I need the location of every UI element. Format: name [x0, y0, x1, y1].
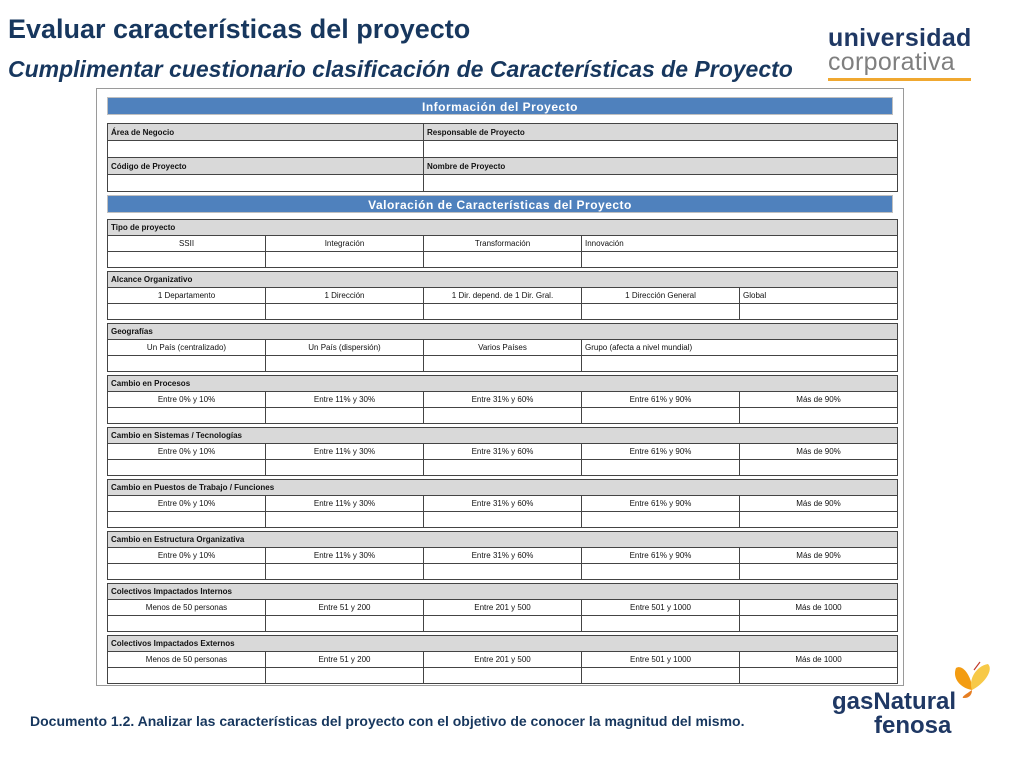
- option-label: Entre 0% y 10%: [108, 444, 266, 460]
- option-label: Entre 51 y 200: [266, 600, 424, 616]
- section-title: Tipo de proyecto: [108, 220, 898, 236]
- logo-gas: gas: [832, 688, 874, 715]
- option-label: Entre 61% y 90%: [582, 548, 740, 564]
- option-label: Entre 0% y 10%: [108, 392, 266, 408]
- option-label: Entre 61% y 90%: [582, 392, 740, 408]
- option-input[interactable]: [582, 356, 898, 372]
- section-table: [107, 583, 898, 632]
- option-input[interactable]: [108, 616, 266, 632]
- option-input[interactable]: [582, 564, 740, 580]
- option-label: Entre 0% y 10%: [108, 496, 266, 512]
- option-label: 1 Dir. depend. de 1 Dir. Gral.: [424, 288, 582, 304]
- option-input[interactable]: [582, 512, 740, 528]
- option-label: 1 Dirección: [266, 288, 424, 304]
- option-label: Entre 61% y 90%: [582, 444, 740, 460]
- option-input[interactable]: [582, 616, 740, 632]
- section-table: [107, 271, 898, 320]
- option-input[interactable]: [108, 356, 266, 372]
- option-label: Entre 0% y 10%: [108, 548, 266, 564]
- option-label: Entre 201 y 500: [424, 652, 582, 668]
- section-table: [107, 427, 898, 476]
- option-input[interactable]: [582, 460, 740, 476]
- option-label: Entre 11% y 30%: [266, 496, 424, 512]
- option-input[interactable]: [108, 304, 266, 320]
- valoracion-banner: Valoración de Características del Proyecto: [107, 195, 893, 213]
- option-label: Integración: [266, 236, 424, 252]
- area-negocio-field[interactable]: [108, 141, 424, 158]
- option-input[interactable]: [424, 564, 582, 580]
- gas-natural-fenosa-logo: [832, 688, 957, 739]
- option-label: Entre 11% y 30%: [266, 392, 424, 408]
- option-input[interactable]: [582, 668, 740, 684]
- option-input[interactable]: [582, 408, 740, 424]
- option-label: Entre 31% y 60%: [424, 392, 582, 408]
- logo-fenosa: fenosa: [874, 712, 952, 739]
- codigo-proyecto-field[interactable]: [108, 175, 424, 192]
- nombre-proyecto-field[interactable]: [424, 175, 898, 192]
- option-input[interactable]: [266, 408, 424, 424]
- nombre-proyecto-label: Nombre de Proyecto: [424, 158, 898, 175]
- option-input[interactable]: [424, 304, 582, 320]
- universidad-corporativa-logo: [828, 26, 978, 81]
- page-subtitle: Cumplimentar cuestionario clasificación de Características de Proyecto: [8, 56, 793, 82]
- section-table: [107, 375, 898, 424]
- option-input[interactable]: [108, 564, 266, 580]
- option-label: Más de 90%: [740, 496, 898, 512]
- option-input[interactable]: [424, 616, 582, 632]
- section-title: Geografías: [108, 324, 898, 340]
- section-title: Cambio en Procesos: [108, 376, 898, 392]
- option-input[interactable]: [108, 252, 266, 268]
- option-input[interactable]: [266, 564, 424, 580]
- option-label: Entre 31% y 60%: [424, 548, 582, 564]
- option-label: Entre 11% y 30%: [266, 444, 424, 460]
- option-label: Entre 501 y 1000: [582, 652, 740, 668]
- option-label: Entre 201 y 500: [424, 600, 582, 616]
- option-label: Más de 1000: [740, 652, 898, 668]
- section-table: [107, 479, 898, 528]
- option-input[interactable]: [266, 304, 424, 320]
- section-title: Cambio en Puestos de Trabajo / Funciones: [108, 480, 898, 496]
- option-label: Más de 90%: [740, 444, 898, 460]
- section-table: [107, 635, 898, 684]
- page-title: Evaluar características del proyecto: [8, 14, 471, 44]
- option-label: Más de 1000: [740, 600, 898, 616]
- option-label: Grupo (afecta a nivel mundial): [582, 340, 898, 356]
- info-banner: Información del Proyecto: [107, 97, 893, 115]
- project-form: [96, 88, 904, 686]
- responsable-field[interactable]: [424, 141, 898, 158]
- option-label: 1 Departamento: [108, 288, 266, 304]
- responsable-label: Responsable de Proyecto: [424, 124, 898, 141]
- option-input[interactable]: [582, 304, 740, 320]
- option-input[interactable]: [266, 460, 424, 476]
- section-title: Colectivos Impactados Internos: [108, 584, 898, 600]
- option-input[interactable]: [740, 564, 898, 580]
- option-input[interactable]: [108, 460, 266, 476]
- section-table: [107, 219, 898, 268]
- section-title: Cambio en Sistemas / Tecnologías: [108, 428, 898, 444]
- logo-line-corporativa: corporativa: [828, 48, 955, 76]
- option-input[interactable]: [266, 512, 424, 528]
- option-label: SSII: [108, 236, 266, 252]
- option-input[interactable]: [424, 252, 582, 268]
- option-label: Global: [740, 288, 898, 304]
- option-input[interactable]: [266, 252, 424, 268]
- option-input[interactable]: [740, 616, 898, 632]
- option-input[interactable]: [108, 668, 266, 684]
- option-label: Menos de 50 personas: [108, 600, 266, 616]
- logo-underline: [828, 78, 971, 81]
- option-input[interactable]: [424, 460, 582, 476]
- option-label: Varios Países: [424, 340, 582, 356]
- option-input[interactable]: [266, 356, 424, 372]
- butterfly-icon: [950, 660, 996, 700]
- option-label: Entre 501 y 1000: [582, 600, 740, 616]
- codigo-proyecto-label: Código de Proyecto: [108, 158, 424, 175]
- option-input[interactable]: [740, 512, 898, 528]
- option-label: Entre 11% y 30%: [266, 548, 424, 564]
- option-input[interactable]: [740, 460, 898, 476]
- option-label: Más de 90%: [740, 548, 898, 564]
- option-input[interactable]: [424, 356, 582, 372]
- option-input[interactable]: [740, 304, 898, 320]
- option-input[interactable]: [424, 408, 582, 424]
- logo-line-universidad: universidad: [828, 24, 972, 52]
- option-label: Transformación: [424, 236, 582, 252]
- option-input[interactable]: [740, 408, 898, 424]
- info-table: [107, 123, 898, 192]
- footer-caption: Documento 1.2. Analizar las características del proyecto con el objetivo de conocer la magnitud del mismo.: [30, 713, 745, 729]
- option-label: Entre 61% y 90%: [582, 496, 740, 512]
- option-label: Entre 51 y 200: [266, 652, 424, 668]
- logo-natural: Natural: [873, 688, 957, 715]
- section-title: Colectivos Impactados Externos: [108, 636, 898, 652]
- option-input[interactable]: [108, 408, 266, 424]
- option-input[interactable]: [582, 252, 898, 268]
- option-label: Más de 90%: [740, 392, 898, 408]
- option-input[interactable]: [108, 512, 266, 528]
- option-label: Entre 31% y 60%: [424, 444, 582, 460]
- section-title: Alcance Organizativo: [108, 272, 898, 288]
- option-label: Un País (dispersión): [266, 340, 424, 356]
- option-input[interactable]: [740, 668, 898, 684]
- option-input[interactable]: [266, 616, 424, 632]
- option-input[interactable]: [424, 668, 582, 684]
- option-input[interactable]: [266, 668, 424, 684]
- option-label: Entre 31% y 60%: [424, 496, 582, 512]
- option-label: Menos de 50 personas: [108, 652, 266, 668]
- option-input[interactable]: [424, 512, 582, 528]
- area-negocio-label: Área de Negocio: [108, 124, 424, 141]
- option-label: Un País (centralizado): [108, 340, 266, 356]
- option-label: 1 Dirección General: [582, 288, 740, 304]
- section-table: [107, 531, 898, 580]
- option-label: Innovación: [582, 236, 898, 252]
- section-table: [107, 323, 898, 372]
- section-title: Cambio en Estructura Organizativa: [108, 532, 898, 548]
